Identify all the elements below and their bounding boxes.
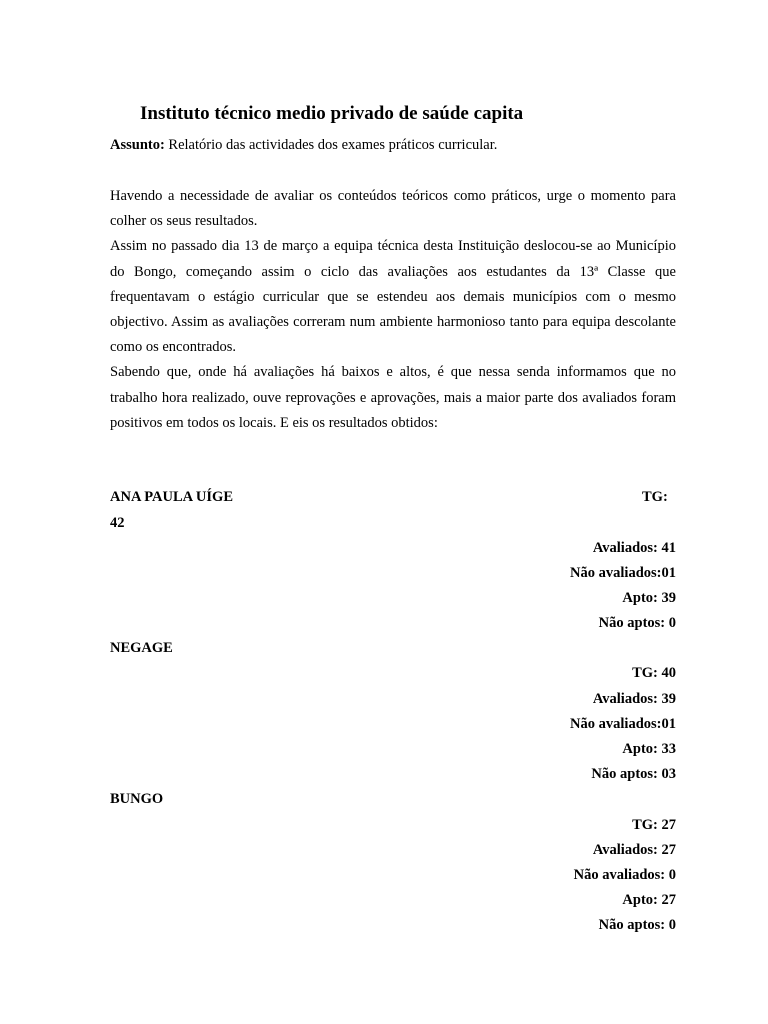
not-apt-count: Não aptos: 03	[591, 766, 676, 782]
evaluated-count: Avaliados: 41	[592, 540, 676, 556]
not-evaluated-count: Não avaliados:01	[570, 716, 676, 732]
not-apt-count: Não aptos: 0	[598, 615, 676, 631]
paragraph: Sabendo que, onde há avaliações há baixos e altos, é que nessa senda informamos que no trabalho hora realizado, ouve reprovações e aprovações, mais a maior parte dos avaliados foram positivos em todos os locais. E eis os resultados obtidos:	[110, 364, 676, 431]
apt-count: Apto: 33	[622, 741, 676, 757]
paragraph: Assim no passado dia 13 de março a equipa técnica desta Instituição deslocou-se ao Município do Bongo, começando assim o ciclo das avaliações aos estudantes da 13ª Classe que frequentavam o estágio curricular que se estendeu aos demais municípios com o mesmo objectivo. Assim as avaliações correram num ambiente harmonioso tanto para equipa descolante como os encontrados.	[110, 238, 676, 356]
document-title: Instituto técnico medio privado de saúde capita	[140, 103, 524, 124]
site-name-negage: NEGAGE	[110, 640, 173, 656]
tg-count: TG: 40	[632, 665, 676, 681]
tg-value: 42	[110, 515, 125, 531]
tg-label: TG:	[642, 489, 668, 505]
not-evaluated-count: Não avaliados: 0	[573, 867, 676, 883]
subject-line	[110, 137, 497, 154]
site-name-ana-paula-uige: ANA PAULA UÍGE	[110, 489, 233, 505]
subject-text: Relatório das actividades dos exames práticos curricular.	[164, 137, 498, 153]
site-name-bungo: BUNGO	[110, 791, 164, 807]
paragraph: Havendo a necessidade de avaliar os conteúdos teóricos como práticos, urge o momento para colher os seus resultados.	[110, 188, 676, 230]
not-apt-count: Não aptos: 0	[598, 917, 676, 933]
apt-count: Apto: 39	[622, 590, 676, 606]
evaluated-count: Avaliados: 39	[592, 691, 676, 707]
apt-count: Apto: 27	[622, 892, 676, 908]
tg-count: TG: 27	[632, 817, 676, 833]
subject-label: Assunto:	[110, 137, 165, 153]
body-text	[110, 184, 676, 436]
not-evaluated-count: Não avaliados:01	[570, 565, 676, 581]
evaluated-count: Avaliados: 27	[592, 842, 676, 858]
